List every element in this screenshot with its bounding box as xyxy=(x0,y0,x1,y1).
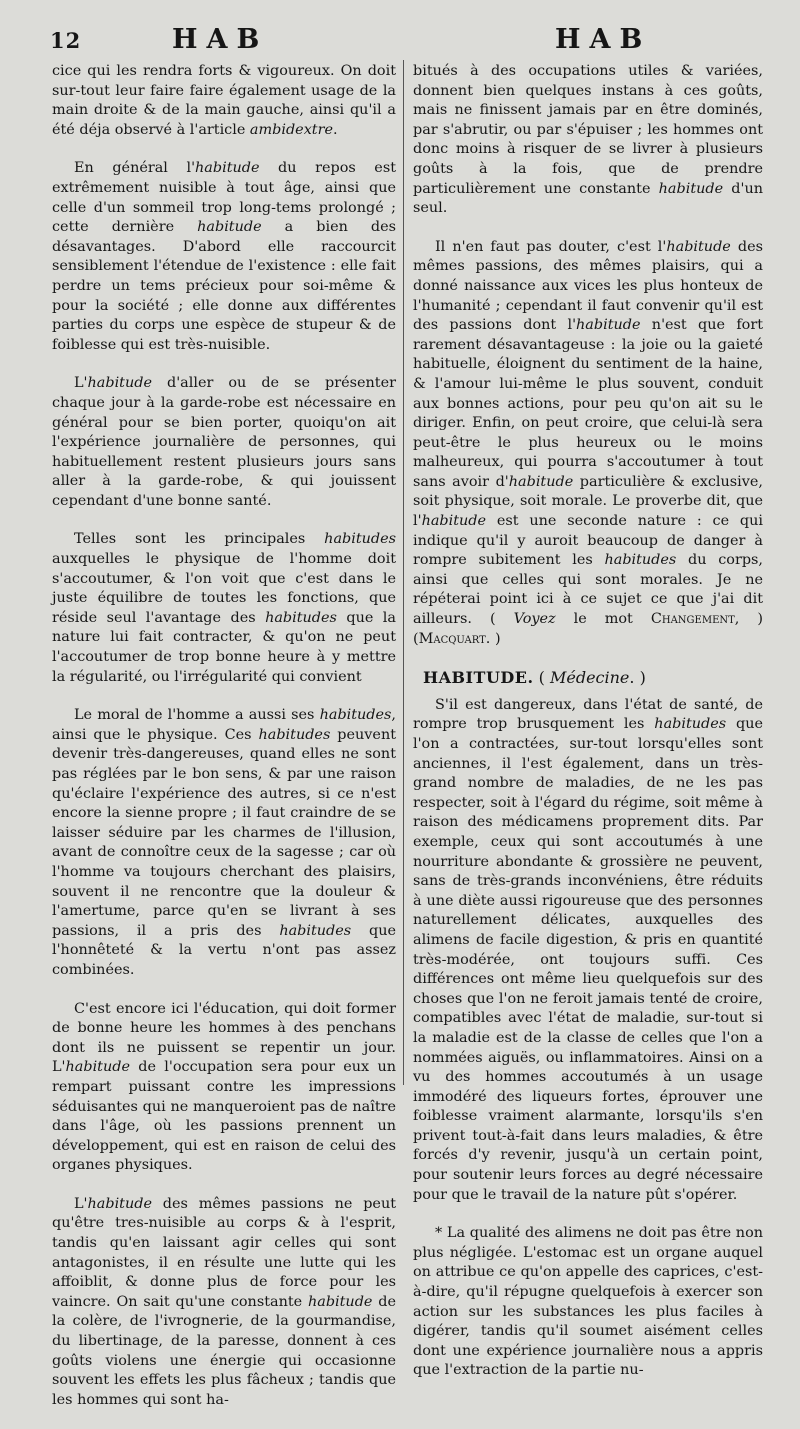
page-header xyxy=(0,22,800,56)
paragraph: Le moral de l'homme a aussi ses habitudes, ainsi que le physique. Ces habitudes peuvent devenir très-dangereuses, quand elles ne sont pas réglées par le bon sens, & par une raison qu'éclaire l'expérience des autres, si ce n'est encore la sienne propre ; il faut craindre de se laisser séduire par les charmes de l'illusion, avant de connoître ceux de la sagesse ; car où l'homme va toujours cherchant des plaisirs, souvent il ne rencontre que la douleur & l'amertume, parce qu'en se livrant à ses passions, il a pris des habitudes que l'honnêteté & la vertu n'ont pas assez combinées. xyxy=(52,707,396,978)
running-head-right: HAB xyxy=(555,24,652,55)
left-column xyxy=(52,62,396,1429)
right-column xyxy=(413,62,763,1400)
page-number: 12 xyxy=(50,28,82,53)
paragraph: bitués à des occupations utiles & variées, donnent bien quelques instans à ces goûts, mais ne finissent jamais par en être dominés, par s'abrutir, ou par s'épuiser ; les hommes ont donc moins à risquer de se livrer à plusieurs goûts à la fois, que de prendre particulièrement une constante habitude d'un seul. xyxy=(413,63,764,217)
paragraph: En général l'habitude du repos est extrêmement nuisible à tout âge, ainsi que celle d'un sommeil trop long-tems prolongé ; cette dernière habitude a bien des désavantages. D'abord elle raccourcit sensiblement l'étendue de l'existence : elle fait perdre un tems précieux pour soi-même & pour la société ; elle donne aux différentes parties du corps une espèce de stupeur & de foiblesse qui est très-nuisible. xyxy=(52,160,397,353)
paragraph: Telles sont les principales habitudes auxquelles le physique de l'homme doit s'accoutumer, & l'on voit que c'est dans le juste équilibre de toutes les fonctions, que réside seul l'avantage des habitudes que la nature lui fait contracter, & qu'on ne peut l'accoutumer de trop bonne heure à y mettre la régularité, ou l'irrégularité qui convient xyxy=(52,531,396,685)
paragraph: * La qualité des alimens ne doit pas être non plus négligée. L'estomac est un organe auquel on attribue ce qu'on appelle des caprices, c'est-à-dire, qu'il répugne quelquefois à exercer son action sur les substances les plus faciles à digérer, tandis qu'il soumet aisément celles dont une expérience journalière nous a appris que l'extraction de la partie nu- xyxy=(413,1225,763,1379)
heading-subject: Médecine xyxy=(549,668,630,688)
paragraph: cice qui les rendra forts & vigoureux. On doit sur-tout leur faire faire également usage de la main droite & de la main gauche, ainsi qu'il a été déja observé à l'article ambidextre. xyxy=(52,63,396,138)
cross-reference: ambidextre xyxy=(249,121,333,138)
cross-reference: Changement xyxy=(650,611,735,628)
paragraph: C'est encore ici l'éducation, qui doit former de bonne heure les hommes à des penchans dont ils ne puissent se repentir un jour. L'habitude de l'occupation sera pour eux un rempart puissant contre les impressions séduisantes qui ne manqueroient pas de naître dans l'âge, où les passions prennent un développement, qui est en raison de celui des organes physiques. xyxy=(52,1000,396,1174)
footnote-marker: * xyxy=(435,1225,443,1242)
author-signature: Macquart xyxy=(418,630,486,647)
paragraph: L'habitude des mêmes passions ne peut qu'être tres-nuisible au corps & à l'esprit, tandis qu'en laissant agir celles qui sont antagonistes, il en résulte une lutte qui les affoiblit, & donne plus de force pour les vaincre. On sait qu'une constante habitude de la colère, de l'ivrognerie, de la gourmandise, du libertinage, de la paresse, donnent à ces goûts violens une énergie qui occasionne souvent les effets les plus fâcheux ; tandis que les hommes qui sont ha- xyxy=(52,1195,396,1408)
running-head-left: HAB xyxy=(172,24,269,55)
article-heading: HABITUDE. ( Médecine. ) xyxy=(423,668,646,688)
column-divider xyxy=(403,60,404,1085)
voyez-reference: Voyez xyxy=(513,611,556,628)
paragraph: Il n'en faut pas douter, c'est l'habitude des mêmes passions, des mêmes plaisirs, qui a donné naissance aux vices les plus honteux de l'humanité ; cependant il faut convenir qu'il est des passions dont l'habitude n'est que fort rarement désavantageuse : la joie ou la gaieté habituelle, éloignent du sentiment de la haine, & l'amour lui-même le plus souvent, conduit aux bonnes actions, pour peu qu'on ait su le diriger. Enfin, on peut croire, que celui-là sera peut-être le plus heureux ou le moins malheureux, qui pourra s'accoutumer à tout sans avoir d'habitude particulière & exclusive, soit physique, soit morale. Le proverbe dit, que l'habitude est une seconde nature : ce qui indique qu'il y auroit beaucoup de danger à rompre subitement les habitudes du corps, ainsi que celles qui sont morales. Je ne répéterai point ici à ce sujet ce que j'ai dit ailleurs. ( Voyez le mot Changement, ) (Macquart. ) xyxy=(413,238,763,647)
paragraph: L'habitude d'aller ou de se présenter chaque jour à la garde-robe est nécessaire en général pour se bien porter, quoiqu'on ait l'expérience journalière de personnes, qui habituellement restent plusieurs jours sans aller à la garde-robe, & qui jouissent cependant d'une bonne santé. xyxy=(52,375,396,509)
paragraph: S'il est dangereux, dans l'état de santé, de rompre trop brusquement les habitudes que l'on a contractées, sur-tout lorsqu'elles sont anciennes, il l'est également, dans un très-grand nombre de maladies, de ne les pas respecter, soit à l'égard du régime, soit même à raison des médicamens proprement dits. Par exemple, ceux qui sont accoutumés à une nourriture abondante & grossière ne peuvent, sans de très-grands inconvéniens, être réduits à une diète aussi rigoureuse que des personnes naturellement délicates, auxquelles des alimens de facile digestion, & pris en quantité très-modérée, ont toujours suffi. Ces différences ont même lieu quelquefois sur des choses que l'on ne feroit jamais tenté de croire, compatibles avec l'état de maladie, sur-tout si la maladie est de la classe de celles que l'on a nommées aiguës, ou inflammatoires. Ainsi on a vu des hommes accoutumés à un usage immodéré des liqueurs fortes, éprouver une foiblesse vraiment alarmante, lorsqu'ils s'en privent tout-à-fait dans leurs maladies, & être forcés d'y revenir, jusqu'à un certain point, pour soutenir leurs forces au degré nécessaire pour que le travail de la nature pût s'opérer. xyxy=(413,696,763,1203)
headword: HABITUDE. xyxy=(423,668,534,688)
